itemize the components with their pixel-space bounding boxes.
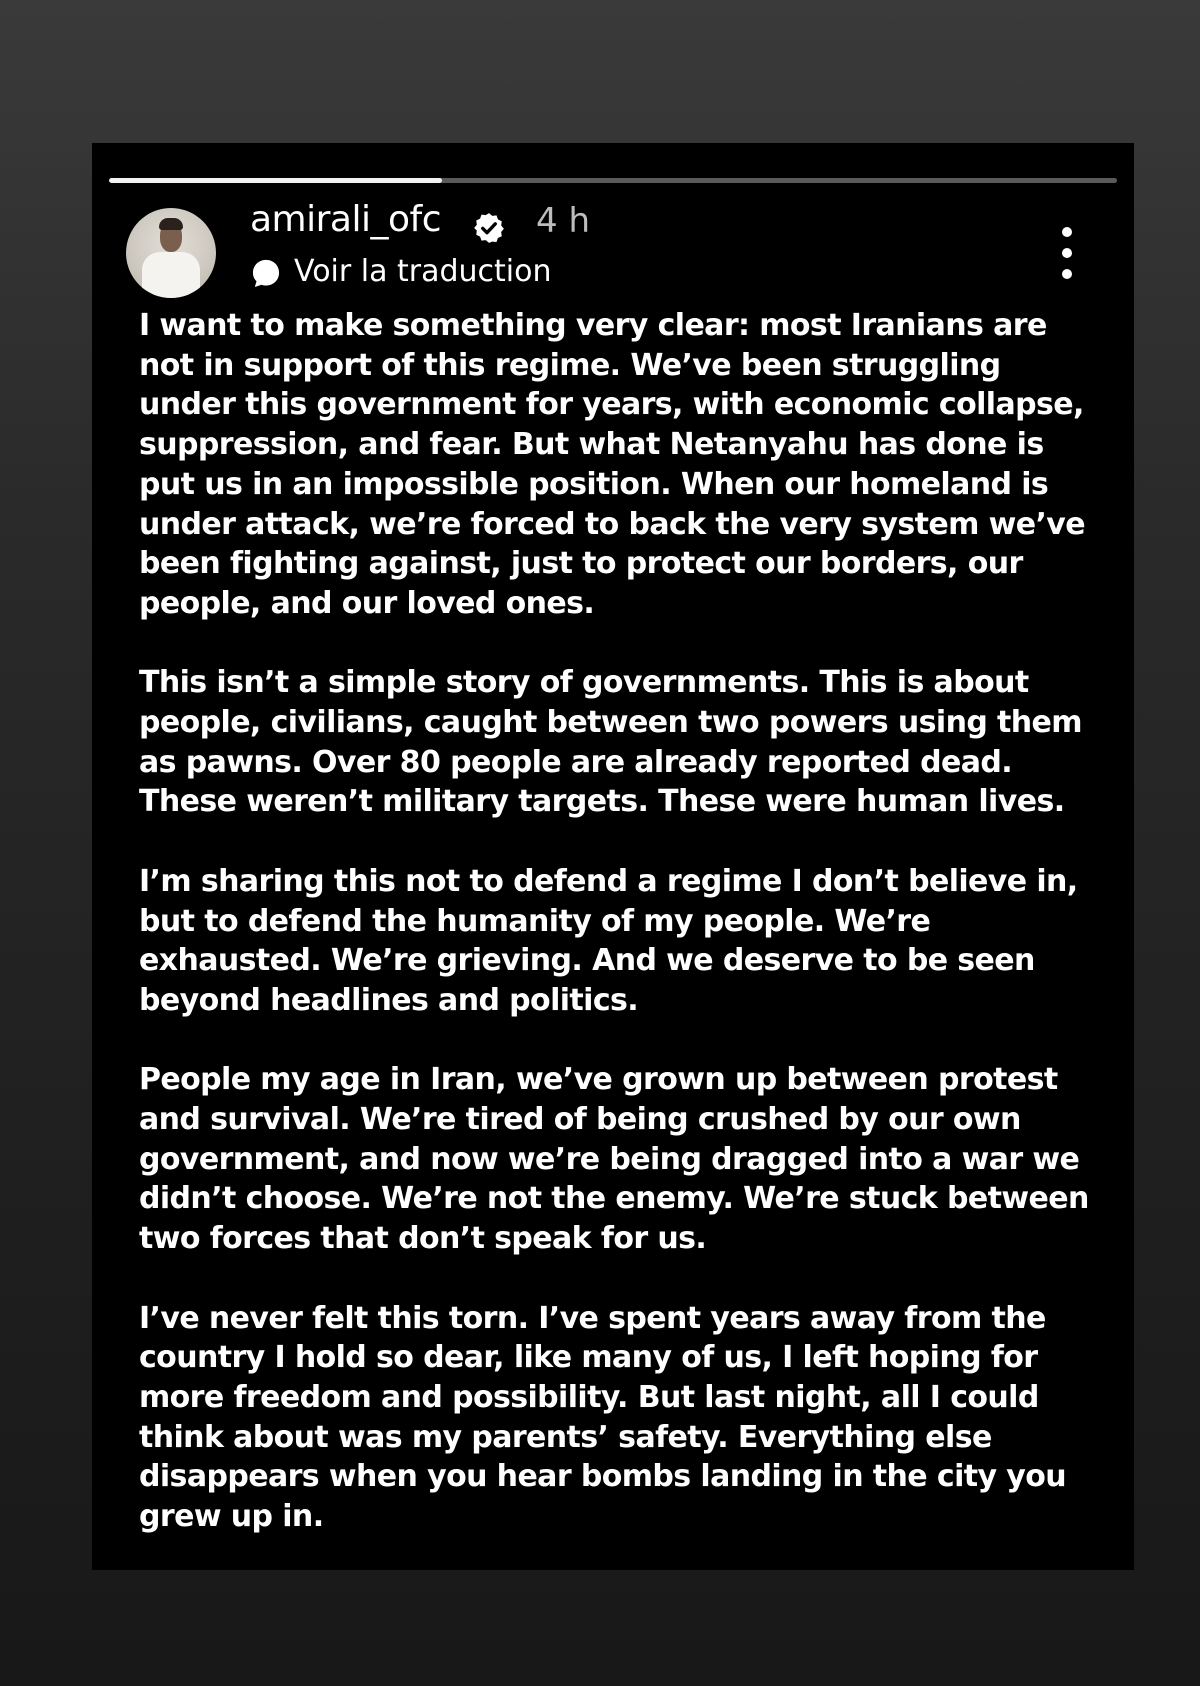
caption-paragraph: I’m sharing this not to defend a regime I don’t believe in, but to defend the humanity of my people. We’re exhausted. We’re grieving. And we deserve to be seen beyond headlines and politics.	[139, 863, 1078, 1018]
avatar[interactable]	[126, 208, 216, 298]
post-time: 4 h	[536, 201, 590, 241]
caption-paragraph: This isn’t a simple story of governments. This is about people, civilians, caught between two powers using them as pawns. Over 80 people are already reported dead. These weren’t military targets. These were human lives.	[139, 665, 1082, 820]
story-progress-bar	[109, 178, 1117, 183]
story-progress-fill	[109, 178, 442, 183]
see-translation-label[interactable]: Voir la traduction	[294, 254, 552, 289]
verified-badge-icon	[472, 211, 506, 245]
story-viewer[interactable]	[92, 143, 1134, 1570]
caption-paragraph: People my age in Iran, we’ve grown up between protest and survival. We’re tired of being crushed by our own government, and now we’re being dragged into a war we didn’t choose. We’re not the enemy. We’re stuck between two forces that don’t speak for us.	[139, 1062, 1089, 1257]
caption-paragraph: I want to make something very clear: most Iranians are not in support of this regime. We’ve been struggling under this government for years, with economic collapse, suppression, and fear. But what Netanyahu has done is put us in an impossible position. When our homeland is under attack, we’re forced to back the very system we’ve been fighting against, just to protect our borders, our people, and our loved ones.	[139, 308, 1085, 621]
more-options-button[interactable]	[1052, 227, 1082, 283]
caption-paragraph: I’ve never felt this torn. I’ve spent years away from the country I hold so dear, like many of us, I left hoping for more freedom and possibility. But last night, all I could think about was my parents’ safety. Everything else disappears when you hear bombs landing in the city you grew up in.	[139, 1300, 1067, 1535]
username[interactable]: amirali_ofc	[250, 199, 441, 240]
speech-bubble-icon	[250, 257, 282, 289]
story-caption	[139, 306, 1099, 1537]
